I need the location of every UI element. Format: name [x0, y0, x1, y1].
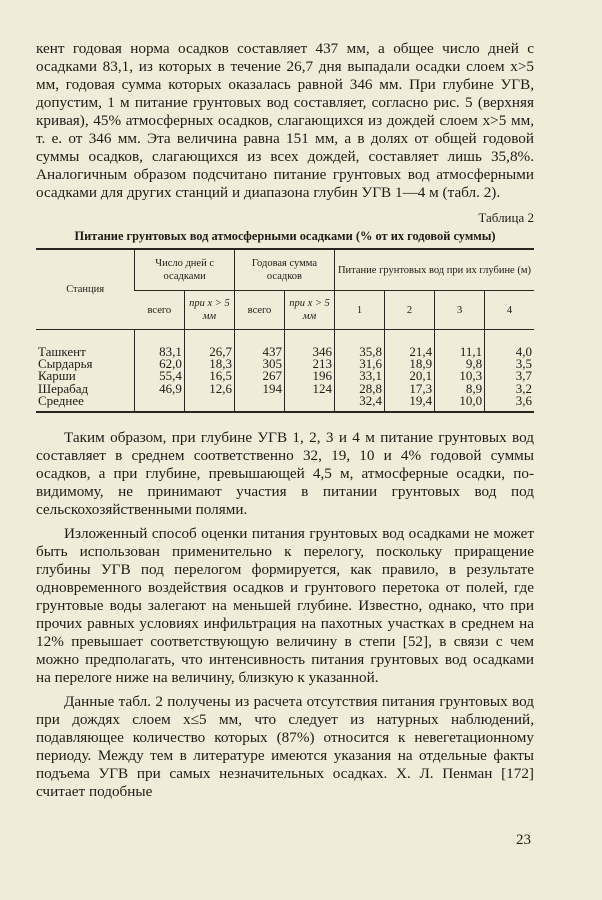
page-number: 23 [516, 832, 531, 848]
header-days-total: всего [135, 291, 185, 330]
cell-sum-total: 437 [234, 346, 284, 358]
cell-depth-3: 10,0 [435, 395, 485, 411]
cell-days-total [135, 395, 185, 411]
cell-sum-over5: 213 [285, 358, 335, 370]
cell-depth-1: 28,8 [334, 383, 384, 395]
header-station: Станция [36, 249, 135, 330]
cell-days-total: 62,0 [135, 358, 185, 370]
cell-depth-3: 10,3 [435, 370, 485, 382]
table-row [36, 346, 534, 358]
cell-depth-3: 9,8 [435, 358, 485, 370]
cell-sum-total [234, 395, 284, 411]
header-days-over5: при x > 5 мм [184, 291, 234, 330]
header-sum-over5: при x > 5 мм [285, 291, 335, 330]
cell-depth-2: 17,3 [385, 383, 435, 395]
cell-depth-3: 8,9 [435, 383, 485, 395]
cell-days-over5: 18,3 [184, 358, 234, 370]
cell-sum-total: 267 [234, 370, 284, 382]
header-sum-group: Годовая сумма осадков [234, 249, 334, 291]
cell-depth-2: 21,4 [385, 346, 435, 358]
cell-station: Ташкент [38, 344, 86, 359]
header-depth-1: 1 [334, 291, 384, 330]
cell-station: Шерабад [38, 380, 89, 396]
cell-days-over5: 12,6 [184, 383, 234, 395]
cell-sum-over5: 196 [285, 370, 335, 382]
table-bottom-rule [36, 411, 534, 413]
paragraph-conclusion: Таким образом, при глубине УГВ 1, 2, 3 и 4 м питание грунтовых вод составляет в среднем соответственно 32, 19, 10 и 4% годовой суммы осадков, а при глубине, превышающей 4,5 м, атмосферные осадки, по-видимому, не принимают участия в питании грунтовых вод под сельскохозяйственными полями. [36, 429, 534, 519]
table-title: Питание грунтовых вод атмосферными осадками (% от их годовой суммы) [74, 229, 496, 243]
header-depth-3: 3 [435, 291, 485, 330]
header-days-group: Число дней с осадками [135, 249, 235, 291]
table-label: Таблица 2 [478, 210, 534, 225]
cell-days-over5: 16,5 [184, 370, 234, 382]
cell-depth-1: 31,6 [334, 358, 384, 370]
cell-days-over5 [184, 395, 234, 411]
cell-days-over5: 26,7 [184, 346, 234, 358]
cell-station: Карши [38, 368, 76, 384]
cell-depth-1: 35,8 [334, 346, 384, 358]
cell-depth-1: 32,4 [334, 395, 384, 411]
header-depth-4: 4 [485, 291, 534, 330]
paragraph-data: Данные табл. 2 получены из расчета отсутствия питания грунтовых вод при дождях слоем x≤5 мм, что следует из натурных наблюдений, подавляющее количество которых (87%) относится к невегетационному периоду. Между тем в литературе имеются указания на отдельные факты подъема УГВ при самых незначительных осадках. Х. Л. Пенман [172] считает подобные [36, 693, 534, 801]
cell-depth-2: 19,4 [385, 395, 435, 411]
header-feed-group: Питание грунтовых вод при их глубине (м) [334, 249, 534, 291]
table-row [36, 370, 534, 382]
cell-depth-4: 4,0 [485, 346, 534, 358]
cell-depth-2: 20,1 [385, 370, 435, 382]
cell-depth-4: 3,6 [485, 395, 534, 411]
cell-depth-4: 3,7 [485, 370, 534, 382]
header-depth-2: 2 [385, 291, 435, 330]
table-row-average [36, 395, 534, 411]
cell-days-total: 55,4 [135, 370, 185, 382]
cell-sum-over5: 346 [285, 346, 335, 358]
cell-sum-over5: 124 [285, 383, 335, 395]
data-table [36, 248, 534, 411]
cell-station: Среднее [38, 392, 84, 408]
cell-depth-2: 18,9 [385, 358, 435, 370]
cell-sum-over5 [285, 395, 335, 411]
page-content [36, 40, 534, 801]
cell-station: Сырдарья [38, 356, 93, 372]
paragraph-method: Изложенный способ оценки питания грунтовых вод осадками не может быть использован применительно к перелогу, поскольку приращение глубины УГВ под перелогом формируется, как правило, в результате одновременного воздействия осадков и грунтового перетока от полей, где грунтовые воды залегают на меньшей глубине. Известно, однако, что при прочих равных условиях инфильтрация на пахотных участках в среднем на 12% превышает соответствующую величину в степи [52], в связи с чем можно предполагать, что интенсивность питания грунтовых вод осадками на перелоге ниже на величину, близкую к указанной. [36, 525, 534, 687]
cell-depth-4: 3,5 [485, 358, 534, 370]
header-sum-total: всего [234, 291, 284, 330]
cell-days-total: 83,1 [135, 346, 185, 358]
cell-sum-total: 194 [234, 383, 284, 395]
cell-depth-1: 33,1 [334, 370, 384, 382]
paragraph-intro: кент годовая норма осадков составляет 437 мм, а общее число дней с осадками 83,1, из которых в течение 26,7 дня выпадали осадки слоем x>5 мм, годовая сумма которых оказалась равной 346 мм. При глубине УГВ, допустим, 1 м питание грунтовых вод составляет, согласно рис. 5 (верхняя кривая), 45% атмосферных осадков, слагающихся из дождей слоем x>5 мм, т. е. от 346 мм. Эта величина равна 151 мм, а в долях от общей годовой суммы осадков, слагающихся из всех дождей, составляет лишь 35,8%. Аналогичным образом подсчитано питание грунтовых вод атмосферными осадками для других станций и диапазона глубин УГВ 1—4 м (табл. 2). [36, 40, 534, 201]
cell-depth-3: 11,1 [435, 346, 485, 358]
cell-sum-total: 305 [234, 358, 284, 370]
cell-depth-4: 3,2 [485, 383, 534, 395]
cell-days-total: 46,9 [135, 383, 185, 395]
